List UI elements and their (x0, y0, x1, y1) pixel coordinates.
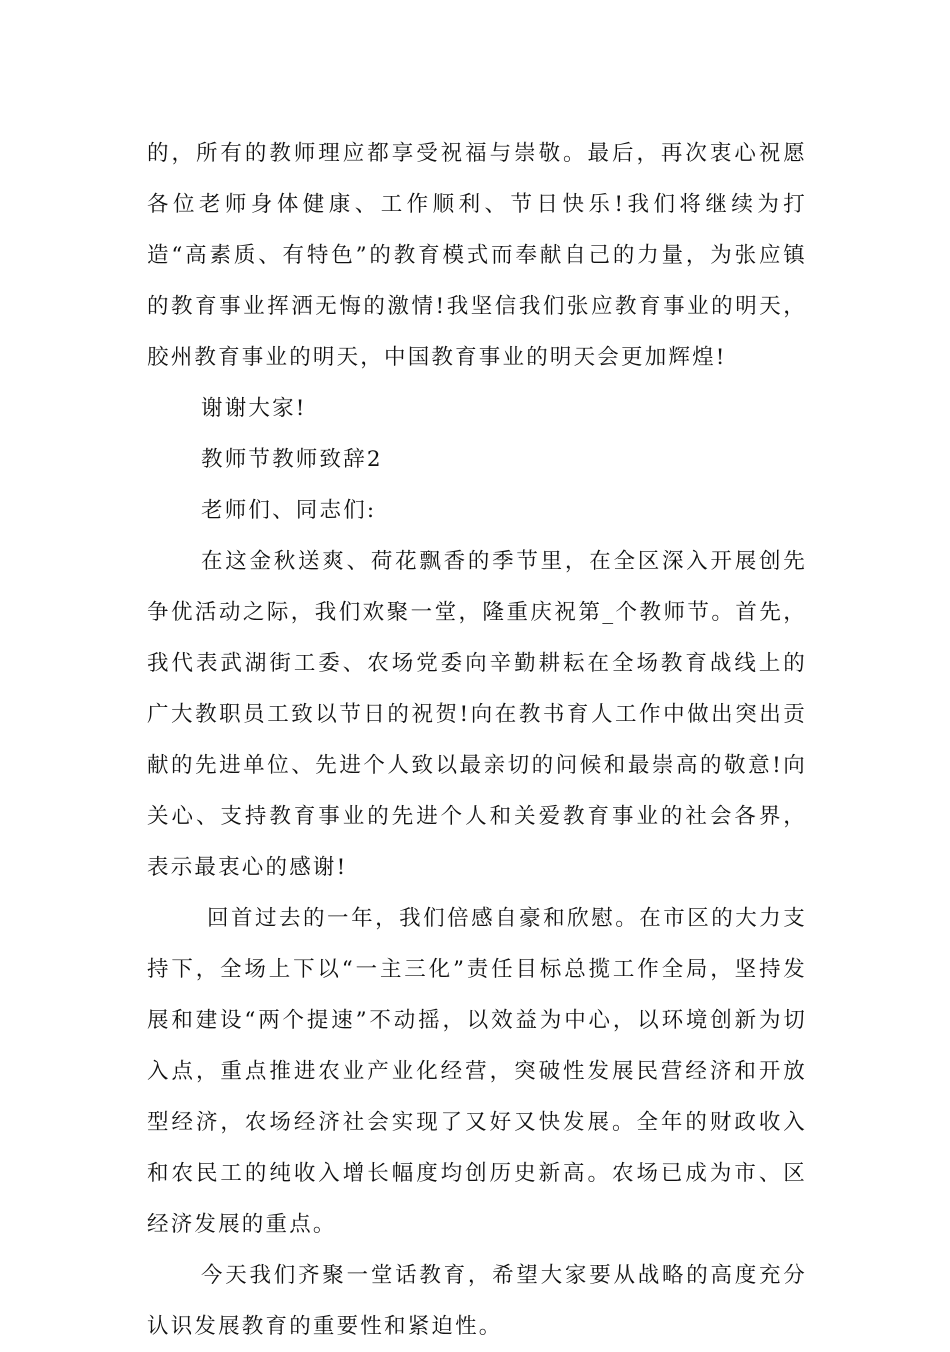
paragraph-education: 今天我们齐聚一堂话教育，希望大家要从战略的高度充分认识发展教育的重要性和紧迫性。 (147, 1263, 807, 1339)
paragraph-thanks: 谢谢大家! (201, 396, 307, 421)
paragraph-salutation: 老师们、同志们: (201, 498, 377, 523)
paragraph-closing-wishes: 的，所有的教师理应都享受祝福与崇敬。最后，再次衷心祝愿各位老师身体健康、工作顺利、节日快乐!我们将继续为打造“高素质、有特色”的教育模式而奉献自己的力量，为张应镇的教育事业挥洒无悔的激情!我坚信我们张应教育事业的明天，胶州教育事业的明天，中国教育事业的明天会更加辉煌! (147, 141, 807, 370)
section-title: 教师节教师致辞2 (201, 447, 383, 472)
document-body (147, 128, 807, 1352)
paragraph-review: 回首过去的一年，我们倍感自豪和欣慰。在市区的大力支持下，全场上下以“一主三化”责任目标总揽工作全局，坚持发展和建设“两个提速”不动摇，以效益为中心，以环境创新为切入点，重点推进农业产业化经营，突破性发展民营经济和开放型经济，农场经济社会实现了又好又快发展。全年的财政收入和农民工的纯收入增长幅度均创历史新高。农场已成为市、区经济发展的重点。 (147, 906, 807, 1237)
paragraph-greeting: 在这金秋送爽、荷花飘香的季节里，在全区深入开展创先争优活动之际，我们欢聚一堂，隆重庆祝第_个教师节。首先，我代表武湖街工委、农场党委向辛勤耕耘在全场教育战线上的广大教职员工致以节日的祝贺!向在教书育人工作中做出突出贡献的先进单位、先进个人致以最亲切的问候和最崇高的敬意!向关心、支持教育事业的先进个人和关爱教育事业的社会各界，表示最衷心的感谢! (147, 549, 807, 880)
